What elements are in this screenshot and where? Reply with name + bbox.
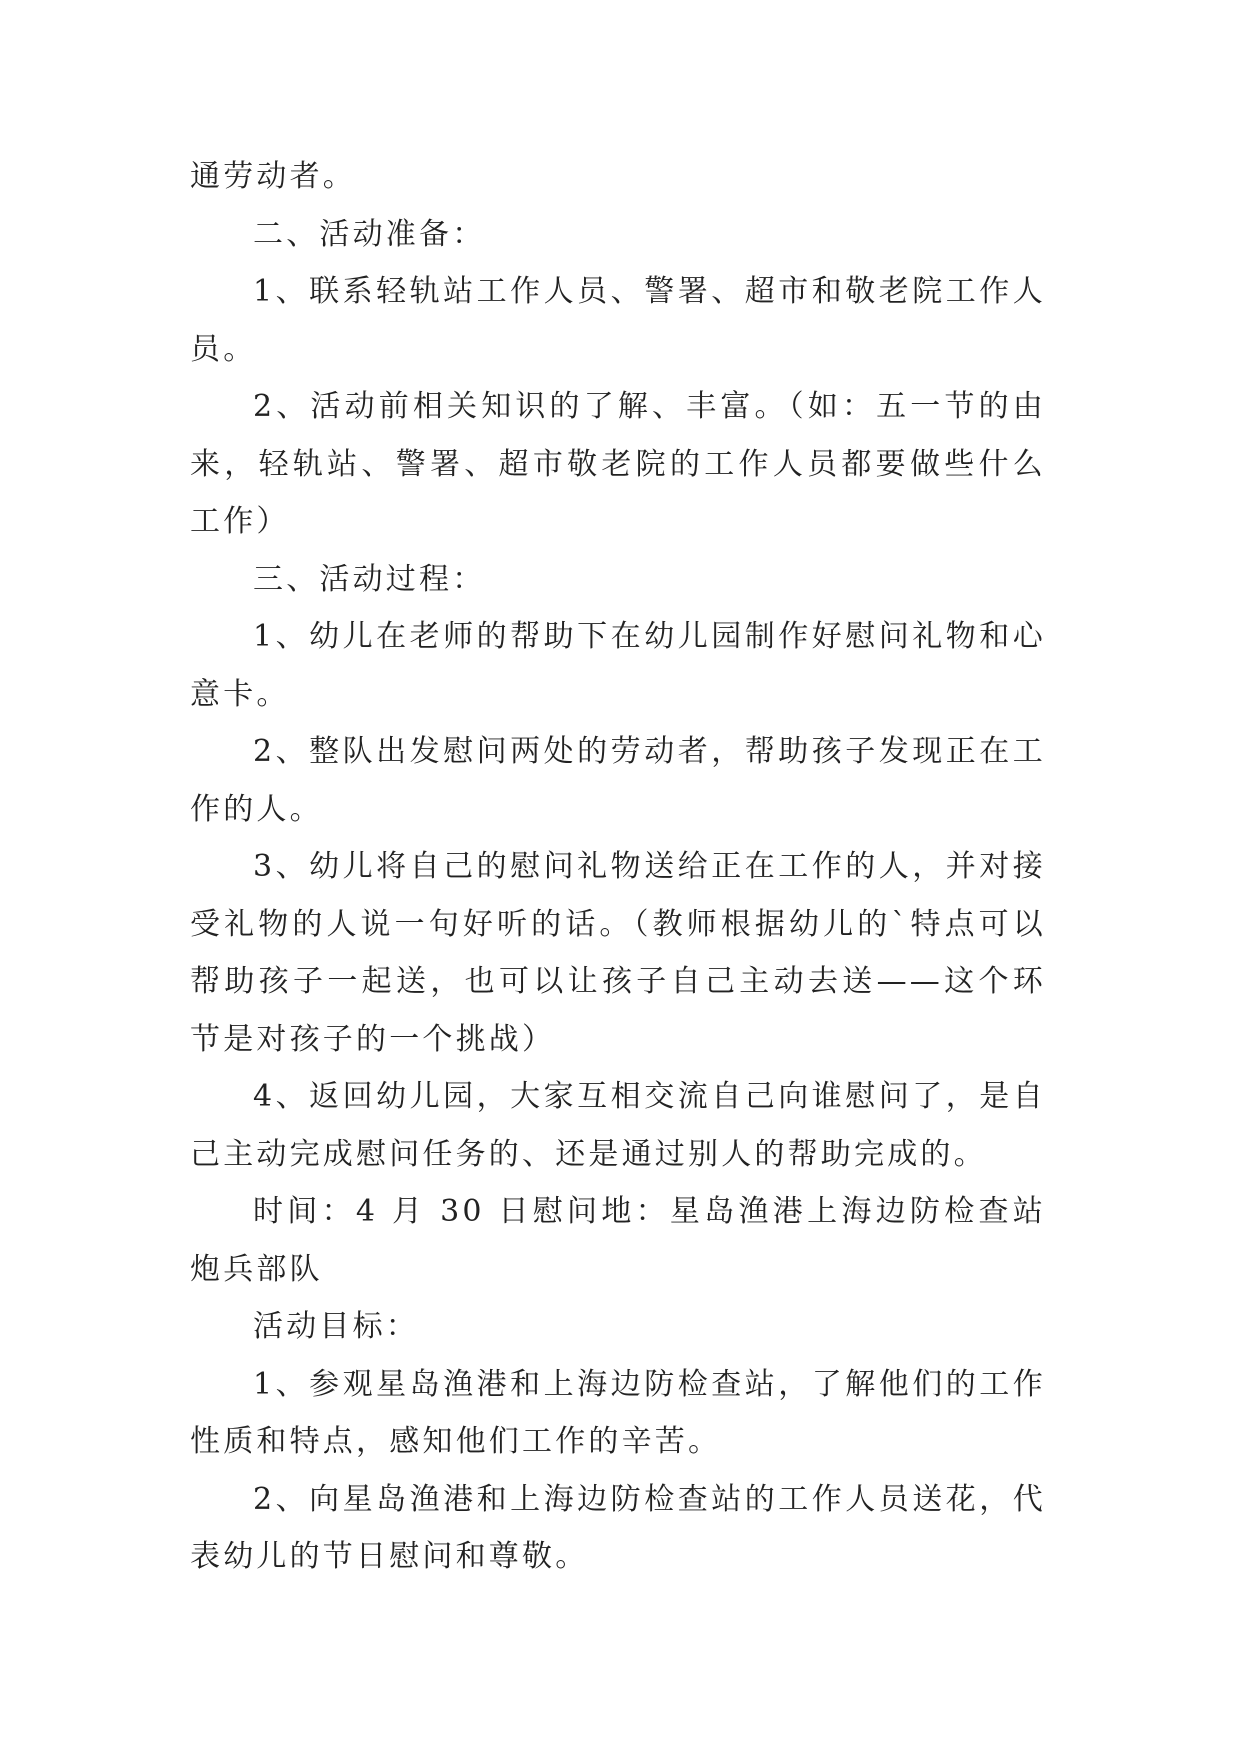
paragraph-continuation: 通劳动者。 [190, 159, 356, 194]
goal-item-1: 1、参观星岛渔港和上海边防检查站，了解他们的工作性质和特点，感知他们工作的辛苦。 [190, 1366, 1046, 1459]
process-item-3: 3、幼儿将自己的慰问礼物送给正在工作的人，并对接受礼物的人说一句好听的话。（教师根据幼儿的`特点可以帮助孩子一起送，也可以让孩子自己主动去送——这个环节是对孩子的一个挑战） [190, 849, 1046, 1057]
heading-activity-preparation: 二、活动准备： [253, 216, 486, 252]
process-item-2: 2、整队出发慰问两处的劳动者，帮助孩子发现正在工作的人。 [190, 734, 1046, 827]
goal-item-2: 2、向星岛渔港和上海边防检查站的工作人员送花，代表幼儿的节日慰问和尊敬。 [190, 1481, 1046, 1574]
process-item-1: 1、幼儿在老师的帮助下在幼儿园制作好慰问礼物和心意卡。 [190, 619, 1046, 712]
time-location-line: 时间：4 月 30 日慰问地：星岛渔港上海边防检查站炮兵部队 [190, 1194, 1046, 1287]
heading-activity-process: 三、活动过程： [253, 561, 486, 597]
preparation-item-1: 1、联系轻轨站工作人员、警署、超市和敬老院工作人员。 [190, 274, 1046, 367]
process-item-4: 4、返回幼儿园，大家互相交流自己向谁慰问了，是自己主动完成慰问任务的、还是通过别人的帮助完成的。 [190, 1079, 1046, 1172]
heading-activity-goals: 活动目标： [253, 1309, 419, 1344]
document-body [190, 148, 1046, 1586]
preparation-item-2: 2、活动前相关知识的了解、丰富。（如：五一节的由来，轻轨站、警署、超市敬老院的工作人员都要做些什么工作） [190, 389, 1046, 539]
